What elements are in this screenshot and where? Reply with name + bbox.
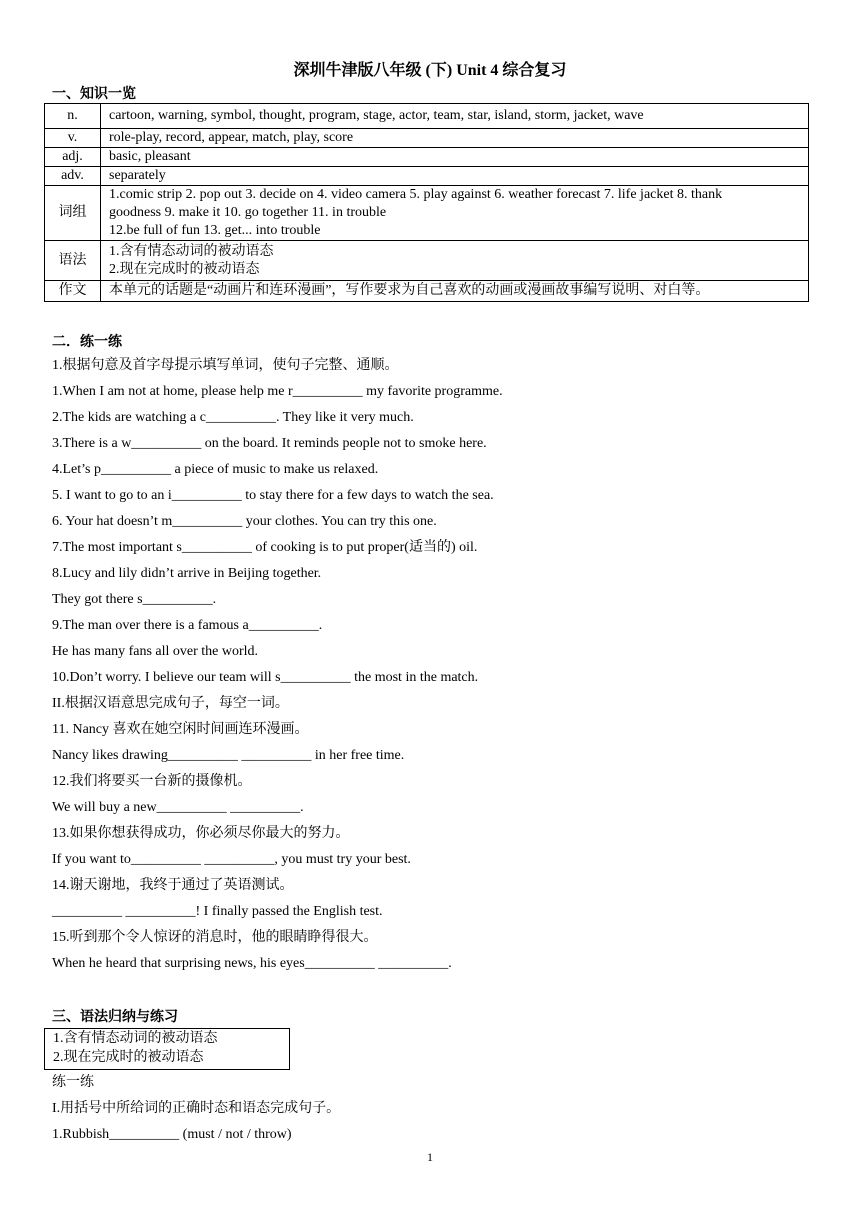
table-row: [45, 281, 809, 302]
exercise-line: 14.谢天谢地，我终于通过了英语测试。: [52, 878, 294, 893]
practice-heading: 练一练: [52, 1075, 94, 1090]
row-content: [101, 104, 809, 129]
row-line: separately: [109, 168, 166, 183]
practice-line: 1.Rubbish__________ (must / not / throw): [52, 1127, 292, 1142]
row-label: 作文: [45, 281, 101, 302]
exercise-line: 3.There is a w__________ on the board. It reminds people not to smoke here.: [52, 436, 487, 451]
exercise-line: 10.Don’t worry. I believe our team will s__________ the most in the match.: [52, 670, 479, 685]
row-line: 1.含有情态动词的被动语态: [109, 243, 274, 259]
grammar-item: 1.含有情态动词的被动语态: [53, 1031, 218, 1046]
table-row: [45, 241, 809, 281]
row-content: [101, 281, 809, 302]
exercise-line: __________ __________! I finally passed the English test.: [52, 904, 383, 919]
row-line: 2.现在完成时的被动语态: [109, 261, 260, 277]
row-label: 词组: [45, 186, 101, 241]
row-content: [101, 129, 809, 148]
row-line: role-play, record, appear, match, play, score: [109, 130, 354, 145]
table-row: [45, 129, 809, 148]
exercise-line: 4.Let’s p__________ a piece of music to make us relaxed.: [52, 462, 379, 477]
exercise-line: They got there s__________.: [52, 592, 217, 607]
page-number: 1: [427, 1150, 433, 1164]
table-row: [45, 148, 809, 167]
row-line: 12.be full of fun 13. get... into trouble: [109, 223, 321, 238]
exercise-line: 13.如果你想获得成功，你必须尽你最大的努力。: [52, 826, 350, 841]
section3-heading: 三、语法归纳与练习: [52, 1010, 178, 1025]
exercise-line: 12.我们将要买一台新的摄像机。: [52, 774, 252, 789]
row-content: [101, 148, 809, 167]
exercise-line: If you want to__________ __________, you must try your best.: [52, 852, 411, 867]
practice-instruction: I.用括号中所给词的正确时态和语态完成句子。: [52, 1101, 341, 1116]
exercise-line: 5. I want to go to an i__________ to stay there for a few days to watch the sea.: [52, 488, 494, 503]
row-content: [101, 241, 809, 281]
section2-heading: 二．练一练: [52, 335, 122, 350]
exercise-line: He has many fans all over the world.: [52, 644, 259, 659]
exercise-line: When he heard that surprising news, his eyes__________ __________.: [52, 956, 452, 971]
table-row: [45, 167, 809, 186]
exercise-line: II.根据汉语意思完成句子，每空一词。: [52, 696, 289, 711]
exercise-line: 1.When I am not at home, please help me r__________ my favorite programme.: [52, 384, 503, 399]
exercise-line: 11. Nancy 喜欢在她空闲时间画连环漫画。: [52, 722, 309, 737]
exercise-line: 9.The man over there is a famous a__________.: [52, 618, 323, 633]
row-content: [101, 186, 809, 241]
exercise-line: Nancy likes drawing__________ __________ in her free time.: [52, 748, 405, 763]
exercise-line: We will buy a new__________ __________.: [52, 800, 304, 815]
row-line: 1.comic strip 2. pop out 3. decide on 4. video camera 5. play against 6. weather forecast 7. life jacket 8. thank: [109, 187, 723, 202]
exercise-line: 7.The most important s__________ of cooking is to put proper(适当的) oil.: [52, 540, 478, 555]
row-line: 本单元的话题是“动画片和连环漫画”，写作要求为自己喜欢的动画或漫画故事编写说明、对白等。: [109, 283, 710, 298]
row-line: basic, pleasant: [109, 149, 191, 164]
table-row: [45, 186, 809, 241]
row-line: cartoon, warning, symbol, thought, program, stage, actor, team, star, island, storm, jacket, wave: [109, 108, 644, 123]
row-line: goodness 9. make it 10. go together 11. in trouble: [109, 205, 387, 220]
knowledge-table: [44, 103, 809, 302]
exercise-line: 8.Lucy and lily didn’t arrive in Beijing together.: [52, 566, 322, 581]
row-label: adv.: [45, 167, 101, 186]
row-label: v.: [45, 129, 101, 148]
exercise-line: 6. Your hat doesn’t m__________ your clothes. You can try this one.: [52, 514, 437, 529]
table-row: [45, 104, 809, 129]
grammar-box: [44, 1028, 290, 1070]
grammar-item: 2.现在完成时的被动语态: [53, 1050, 204, 1065]
row-content: [101, 167, 809, 186]
row-label: adj.: [45, 148, 101, 167]
exercise-line: 1.根据句意及首字母提示填写单词，使句子完整、通顺。: [52, 358, 399, 373]
exercise-line: 2.The kids are watching a c__________. They like it very much.: [52, 410, 414, 425]
section1-heading: 一、知识一览: [52, 87, 136, 102]
document-title: 深圳牛津版八年级 (下) Unit 4 综合复习: [293, 62, 567, 79]
row-label: 语法: [45, 241, 101, 281]
exercise-line: 15.听到那个令人惊讶的消息时，他的眼睛睁得很大。: [52, 930, 378, 945]
row-label: n.: [45, 104, 101, 129]
